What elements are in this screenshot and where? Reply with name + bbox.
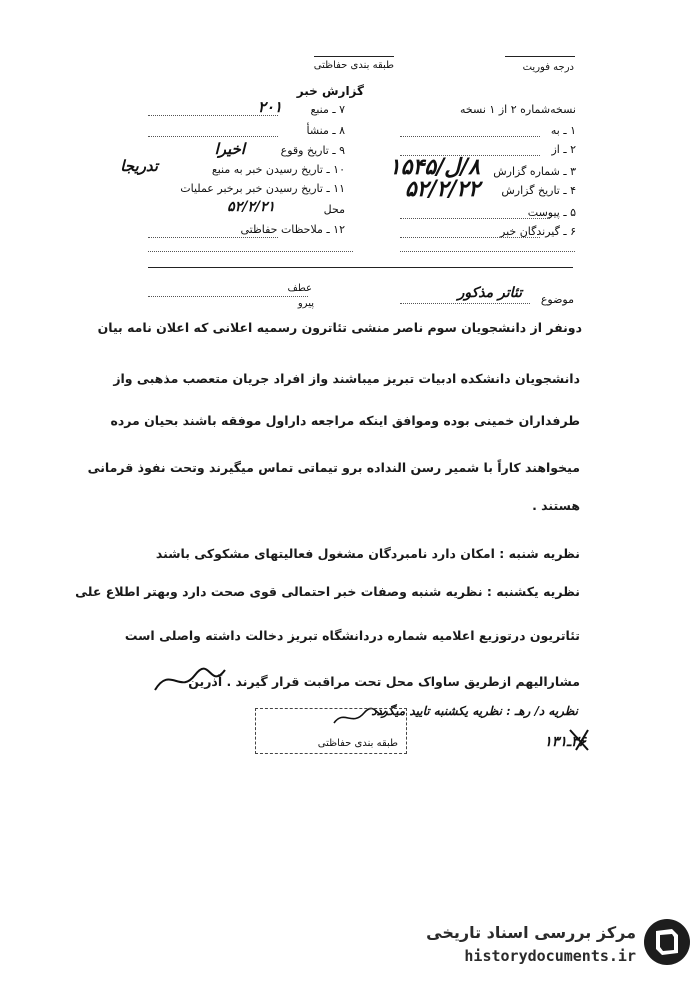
event-date-field: ۹ ـ تاریخ وقوع	[280, 144, 345, 157]
stamp-label: طبقه بندی حفاظتی	[317, 738, 398, 749]
recipients-dotted-line-1	[400, 237, 540, 238]
receipt-date-source-field: ۱۰ ـ تاریخ رسیدن خبر به منبع	[211, 163, 345, 176]
ref-label-2: پیرو	[297, 298, 314, 309]
receipt-date-ops-field: ۱۱ ـ تاریخ رسیدن خبر برخبر عملیات	[180, 182, 345, 195]
classification-line	[314, 56, 394, 57]
body-line-4: میخواهند کاراً با شمیر رسن النداده برو تیماتی تماس میگیرند وتحت نفوذ قرمانی	[87, 460, 580, 475]
report-date-label: ۴ ـ تاریخ گزارش	[501, 184, 576, 197]
subject-label: موضوع	[540, 293, 574, 306]
signature-scribble	[150, 660, 230, 700]
ref-label: عطف	[287, 283, 312, 294]
report-number-label: ۳ ـ شماره گزارش	[493, 165, 576, 178]
to-dotted-line	[400, 136, 540, 137]
document-code: ۳۶ـ۱۳۱	[544, 734, 586, 750]
body-line-5: هستند .	[532, 498, 580, 513]
body-line-3: طرفداران خمینی بوده وموافق اینکه مراجعه داراول موفقه باشند بحیان مرده	[110, 413, 580, 428]
attachment-field: ۵ ـ پیوست	[527, 206, 576, 219]
source-field: ۷ ـ منبع	[310, 103, 345, 116]
source-value: ۲۰۱	[257, 98, 282, 116]
body-line-7: نظریه یکشنبه : نظریه شنبه وصفات خبر احتمالی قوی صحت دارد وبهتر اطلاع علی	[75, 584, 580, 599]
to-field: ۱ ـ به	[550, 124, 576, 137]
attachment-dotted-line	[400, 218, 550, 219]
copy-number: نسخه‌شماره ۲ از ۱ نسخه	[460, 103, 576, 116]
security-notes-dotted-line-2	[148, 251, 353, 252]
origin-dotted-line	[148, 136, 278, 137]
urgency-label: درجه فوریت	[522, 62, 574, 73]
ref-dotted-line	[148, 296, 308, 297]
report-number-value: ۸/ل/۱۵۴۵	[388, 154, 480, 180]
subject-value: تئاتر مذکور	[457, 285, 522, 301]
security-notes-field: ۱۲ ـ ملاحظات حفاظتی	[240, 223, 345, 236]
archive-watermark	[392, 915, 692, 975]
urgency-line	[505, 56, 575, 57]
event-date-value: اخیرا	[214, 140, 245, 158]
place-value: ۵۲/۲/۲۱	[227, 199, 275, 215]
check-mark	[568, 728, 590, 752]
body-line-9: مشارالیهم ازطریق ساواک محل تحت مراقبت قرار گیرند . آذرین	[188, 674, 580, 689]
source-dotted-line	[148, 115, 278, 116]
archive-center-name: مرکز بررسی اسناد تاریخی	[426, 923, 636, 942]
security-notes-dotted-line-1	[148, 237, 278, 238]
report-title: گزارش خبر	[296, 84, 364, 98]
receipt-date-source-value: تدریجا	[120, 157, 158, 175]
origin-field: ۸ ـ منشأ	[306, 124, 345, 137]
body-line-2: دانشجویان دانشکده ادبیات تبریز میباشند واز افراد جریان متعصب مذهبی واز	[113, 371, 580, 386]
body-line-10: نظریه د/ رهـ : نظریه یکشنبه تایید میگردد	[371, 704, 578, 718]
header-separator	[148, 267, 573, 268]
archive-logo-icon	[642, 917, 692, 967]
body-line-8: تئاتریون درتوزیع اعلامیه شماره دردانشگاه تبریز دخالت داشته واصلی است	[124, 628, 580, 643]
place-label: محل	[323, 203, 345, 216]
recipients-field: ۶ ـ گیرندگان خبر	[500, 225, 576, 238]
from-field: ۲ ـ از	[551, 143, 576, 156]
archive-center-url: historydocuments.ir	[464, 947, 636, 965]
subject-dotted-line	[400, 303, 530, 304]
report-date-value: ۵۲/۲/۲۲	[404, 176, 480, 202]
body-line-1: دونفر از دانشجویان سوم ناصر منشی تئاترون رسمیه اعلانی که اعلان نامه بیان	[97, 320, 582, 335]
recipients-dotted-line-2	[400, 251, 575, 252]
body-line-6: نظریه شنبه : امکان دارد نامبردگان مشغول فعالیتهای مشکوکی باشند	[155, 546, 580, 561]
classification-label: طبقه بندی حفاظتی	[313, 60, 394, 71]
